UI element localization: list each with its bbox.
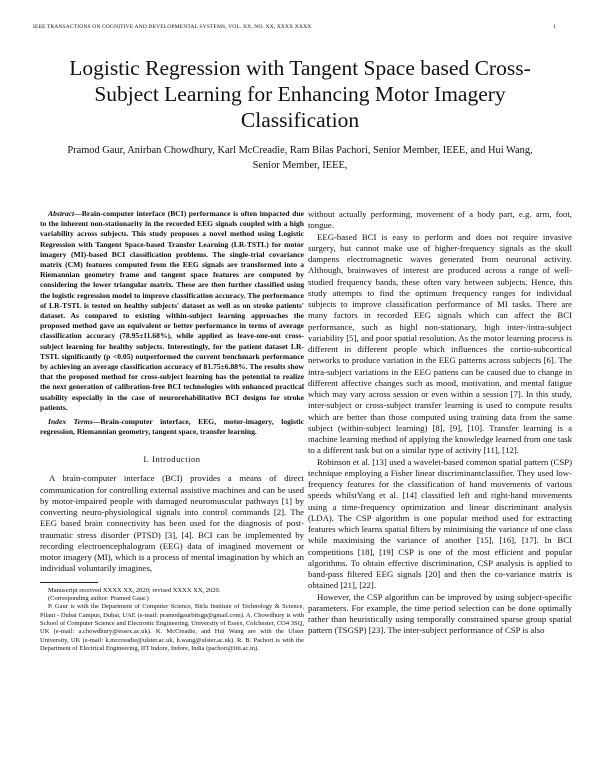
section-heading: I. Introduction [143,454,201,465]
footnote-received: Manuscript received XXXX XX, 2020; revised XXXX XX, 2020. [48,586,221,594]
body-paragraph: EEG-based BCI is easy to perform and does not require invasive surgery, but cannot make use of higher-frequency signals as the skull dampens electromagnetic waves generated from neuronal activity. Although, brainwaves of interest are produced across a range of well-studied frequency bands, these often vary between subjects. Hence, this study attempts to find the optimum frequency ranges for individual subjects to improve classification performance of MI tasks. There are many factors in recorded EEG signals which can affect the BCI performance, such as highl non-stationary, high inter-/intra-subject variability [5], and poor spatial resolution. As the motor learning process is different in different people which influences the cortio-subcortical networks to produce variation in the EEG patterns across subjects [6]. The intra-subject variations in the EEG pattens can be caused due to change in different affective changes such as mood, motivation, and mental fatigue which may vary across session or even within a session [7]. In this study, inter-subject or cross-subject transfer learning is used to compute results which are better than those computed using training data from the same subject (within-subject learning) [8], [9], [10]. Transfer learning is a machine learning method of applying the knowledge learned from one task to a different task but on a similar type of activity [11], [12]. [308,231,572,456]
author-list: Pramod Gaur, Anirban Chowdhury, Karl McCreadie, Ram Bilas Pachori, Senior Member, IEEE, and Hui Wang, Senior Member, IEEE, [67,145,533,171]
body-paragraph: However, the CSP algorithm can be improved by using subject-specific parameters. For example, the time period selection can be done optimally rather than heuristically using temporally constrained sparse group spatial pattern (TSGSP) [23]. The inter-subject performance of CSP is also [308,591,572,636]
paper-title: Logistic Regression with Tangent Space based Cross-Subject Learning for Enhancing Motor Imagery Classification [69,56,531,132]
intro-paragraph: A brain-computer interface (BCI) provides a means of direct communication for controlling external assistive machines and can be used by motor-impaired people with damaged neuromuscular pathways [1] by converting neuro-physiological signals into control commands [2]. The EEG based brain connectivity has been used for the diagnosis of post-traumatic stress disorder (PTSD) [3], [4]. BCI can be implemented by recording electroencephalogram (EEG) data of imagined movement or motor imagery (MI), which is a process of mental imagination by which an individual voluntarily imagines, [40,473,304,574]
abstract-lead: Abstract [48,209,75,218]
footnote-divider [40,582,98,583]
body-paragraph: without actually performing, movement of a body part, e.g. arm, foot, tongue. [308,209,572,231]
body-paragraph: Robinson et al. [13] used a wavelet-based common spatial pattern (CSP) technique employing a Fisher linear discriminantclassifier. They used low-frequency features for the classification of hand movements of various speeds whilstYang et al. [14] classified left and right-hand movements using a time-frequency optimization and linear discriminant analysis (LDA). The CSP algorithm is one popular method used for extracting features which learns spatial filters by minimising the variance of one class while maximising the variance of another [15], [16], [17]. In BCI competitions [18], [19] CSP is one of the most efficient and popular algorithms. To obtain effective discrimination, CSP analysis is applied to band-pass filtered EEG signals [20] and then the co-variance matrix is obtained [21], [22]. [308,456,572,591]
index-terms [40,417,304,437]
journal-name: IEEE TRANSACTIONS ON COGNITIVE AND DEVELOPMENTAL SYSTEMS, VOL. XX, NO. XX, XXXX XXXX [33,24,312,30]
footnote-corresponding: (Corresponding author: Pramod Gaur.) [48,595,149,603]
left-column [40,209,304,653]
index-terms-text: —Brain-computer interface, EEG, motor-imagery, logistic regression, Riemannian geometry, tangent space, transfer learning. [40,417,305,437]
footnote-affiliations: P. Gaur is with the Department of Computer Science, Birla Institute of Technology & Science, Pilani - Dubai Campus, Dubai, UAE (e-mail: pramodgaurbitsgp@gmail.com). A. Chowdhury is with School of Computer Science and Electronic Engineering, University of Essex, Colchester, CO4 3SQ, UK (e-mail: a.chowdhury@essex.ac.uk). K. McCreadie, and Hui Wang are with the Ulster University, UK (e-mail: k.mccreadie@ulster.ac.uk, h.wang@ulster.ac.uk). R. B. Pachori is with the Department of Electrical Engineering, IIT Indore, Indore, India (pachori@iiti.ac.in). [40,603,304,652]
page-number: 1 [553,24,556,30]
running-header [33,24,556,30]
index-terms-lead: Index Terms [48,417,93,427]
abstract [40,209,304,413]
abstract-text: —Brain-computer interface (BCI) performance is often impacted due to the inherent non-stationarity in the recorded EEG signals coupled with a high variability across subjects. This study proposes a novel method using Logistic Regression with Tangent Space-based Transfer Learning (LR-TSTL) for motor imagery (MI)-based BCI classification problems. The single-trial covariance matrix (CM) features computed from the EEG signals are transformed into a Riemannian geometry frame and tangent space features are computed by considering the lower triangular matrix. These are then further classified using the logistic regression model to improve classification accuracy. The performance of LR-TSTL is tested on healthy subjects' dataset as well as on stroke patients' dataset. As compared to existing within-subject learning approaches the proposed method gave an equivalent or better performance in terms of average classification accuracy (78.95±11.68%), while applied as leave-one-out cross-subject learning for healthy subjects. Interestingly, for the patient dataset LR-TSTL significantly (p <0.05) outperformed the current benchmark performance by achieving an average classification accuracy of 81.75±6.88%. The results show that the proposed method for cross-subject learning has the potential to realize the next generation of calibration-free BCI technologies with enhanced practical usability especially in the case of neurorehabilitative BCI designs for stroke patients. [40,209,304,412]
right-column [308,209,572,637]
